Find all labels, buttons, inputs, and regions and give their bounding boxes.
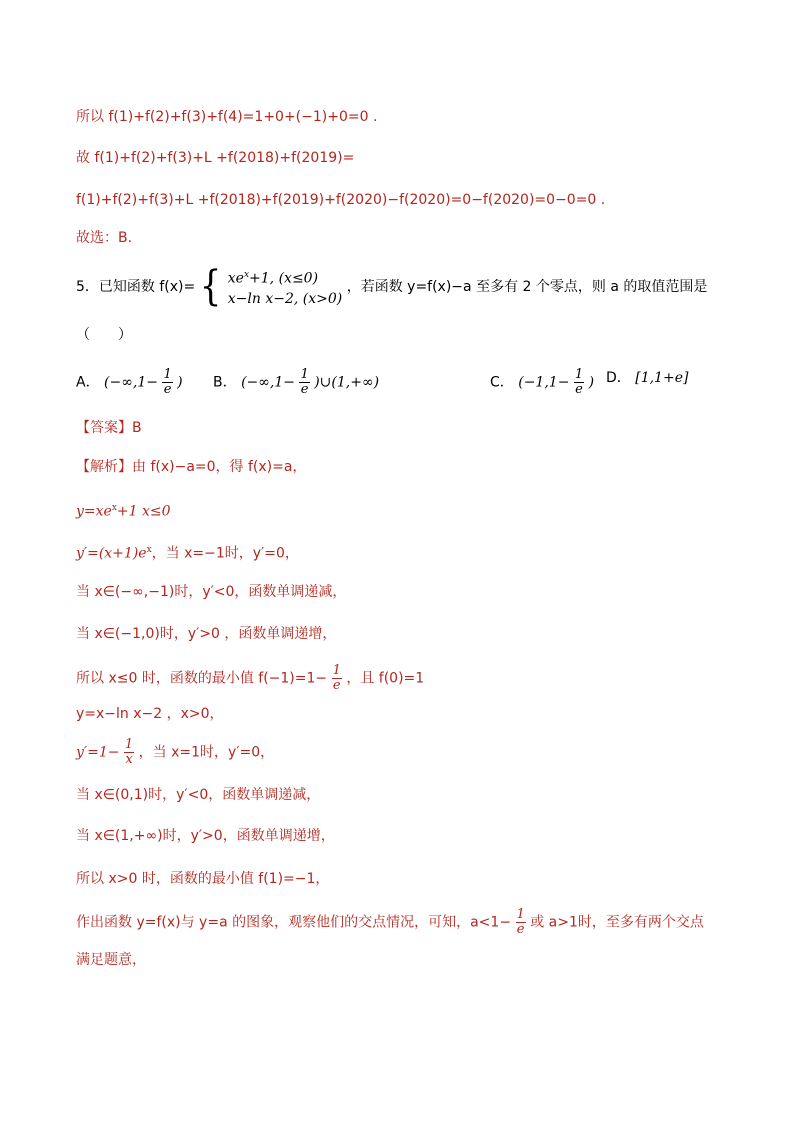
analysis-text-13: 满足题意，: [76, 952, 146, 968]
question-5-paren: [76, 325, 132, 345]
text-line-sum-to-2019: [76, 148, 354, 168]
analysis-8b: ，当 x=1时，y′=0，: [138, 744, 275, 761]
analysis-3a: y′=(x+1)e: [76, 545, 147, 562]
analysis-line-5: [76, 624, 336, 644]
answer-tag: 【答案】: [76, 420, 132, 436]
analysis-text-10: 当 x∈(1,+∞)时，y′>0，函数单调递增，: [76, 828, 335, 844]
piecewise-case-2: x−ln x−2, (x>0): [227, 290, 343, 307]
choice-d-value: [1,1+e]: [635, 370, 689, 386]
analysis-2sup: x: [111, 503, 117, 513]
analysis-line-2: [76, 498, 171, 522]
choice-b-fraction: [299, 368, 309, 397]
case1-sup: x: [243, 270, 250, 280]
case1-base: xe: [227, 270, 244, 287]
analysis-line-4: [76, 582, 346, 602]
choice-c-fraction: [574, 368, 584, 397]
fraction-denominator: e: [516, 922, 525, 937]
analysis-12a: 作出函数 y=f(x)与 y=a 的图象，观察他们的交点情况，可知，a<1−: [76, 914, 512, 931]
analysis-line-1: [76, 457, 306, 477]
fraction-numerator: 1: [124, 737, 134, 752]
analysis-line-3: [76, 540, 299, 564]
fraction-denominator: e: [575, 382, 583, 397]
analysis-line-9: [76, 785, 320, 805]
left-brace: {: [199, 262, 222, 311]
analysis-12-fraction: [516, 908, 526, 937]
analysis-8-fraction: [124, 738, 134, 767]
fraction-denominator: e: [332, 678, 341, 693]
fraction-numerator: 1: [516, 907, 525, 922]
analysis-line-6: [76, 664, 424, 693]
text-choose-b: 故选：B.: [76, 230, 133, 246]
analysis-line-10: [76, 826, 335, 846]
choice-a-label: A．: [76, 374, 100, 391]
fraction-denominator: x: [125, 752, 133, 767]
fraction-numerator: 1: [163, 367, 172, 382]
analysis-line-7: [76, 704, 224, 724]
analysis-text-4: 当 x∈(−∞,−1)时，y′<0，函数单调递减，: [76, 584, 347, 600]
text-line-sum-expansion: [76, 190, 605, 210]
choice-a-left: (−∞,1−: [104, 374, 158, 391]
answer-line: [76, 418, 142, 438]
piecewise-case-1: [228, 265, 342, 289]
choice-c: [490, 368, 594, 397]
choice-d: [606, 368, 688, 388]
analysis-line-8: [76, 738, 274, 767]
analysis-line-11: [76, 869, 329, 889]
analysis-6b: ，且 f(0)=1: [346, 670, 425, 687]
choice-b: [213, 368, 379, 397]
choice-c-right: ): [588, 374, 595, 391]
text-line-choice-conclusion: [76, 228, 132, 248]
choice-b-left: (−∞,1−: [241, 374, 296, 391]
analysis-6-fraction: [332, 664, 342, 693]
analysis-3b: ，当 x=−1时，y′=0，: [151, 545, 299, 562]
question-5-prefix: 5．已知函数 f(x)=: [76, 278, 196, 295]
analysis-line-12: [76, 908, 704, 937]
analysis-line-13: [76, 950, 146, 970]
question-5: [76, 262, 708, 311]
choice-a: [76, 368, 183, 397]
choice-b-right: )∪(1,+∞): [314, 374, 380, 391]
analysis-3sup: x: [146, 545, 152, 555]
choice-c-left: (−1,1−: [518, 374, 570, 391]
piecewise-cases: [228, 265, 342, 309]
choice-d-label: D．: [606, 370, 631, 386]
fraction-denominator: e: [163, 382, 172, 397]
fraction-denominator: e: [300, 382, 309, 397]
choice-a-fraction: [162, 368, 172, 397]
analysis-text-1: 由 f(x)−a=0，得 f(x)=a，: [132, 459, 307, 475]
piecewise-function: [199, 262, 343, 311]
fraction-numerator: 1: [574, 367, 584, 382]
answer-paren: （ ）: [76, 327, 132, 343]
analysis-tag: 【解析】: [76, 459, 132, 475]
fraction-numerator: 1: [300, 367, 309, 382]
answer-value: B: [132, 420, 142, 436]
analysis-2b: +1 x≤0: [116, 503, 171, 520]
analysis-text-11: 所以 x>0 时，函数的最小值 f(1)=−1，: [76, 871, 330, 887]
choice-a-right: ): [177, 374, 183, 391]
analysis-2a: y=xe: [76, 503, 112, 520]
fraction-numerator: 1: [332, 663, 341, 678]
choice-c-label: C．: [490, 374, 514, 391]
text-sum-f1-f4: 所以 f(1)+f(2)+f(3)+f(4)=1+0+(−1)+0=0 .: [76, 109, 378, 125]
analysis-6a: 所以 x≤0 时，函数的最小值 f(−1)=1−: [76, 670, 328, 687]
analysis-text-7: y=x−ln x−2 ，x>0，: [76, 706, 224, 722]
analysis-8a: y′=1−: [76, 744, 120, 761]
analysis-text-5: 当 x∈(−1,0)时，y′>0 ，函数单调递增，: [76, 626, 337, 642]
case1-tail: +1, (x≤0): [249, 270, 319, 287]
question-5-suffix: ，若函数 y=f(x)−a 至多有 2 个零点，则 a 的取值范围是: [346, 278, 708, 295]
analysis-text-9: 当 x∈(0,1)时，y′<0，函数单调递减，: [76, 787, 321, 803]
choice-b-label: B．: [213, 374, 237, 391]
text-sum-to-2019: 故 f(1)+f(2)+f(3)+L +f(2018)+f(2019)=: [76, 150, 355, 166]
analysis-12b: 或 a>1时，至多有两个交点: [530, 914, 704, 931]
text-sum-expansion: f(1)+f(2)+f(3)+L +f(2018)+f(2019)+f(2020)−f(2020)=0−f(2020)=0−0=0 .: [76, 192, 606, 208]
text-line-sum-f1-f4: [76, 107, 377, 127]
